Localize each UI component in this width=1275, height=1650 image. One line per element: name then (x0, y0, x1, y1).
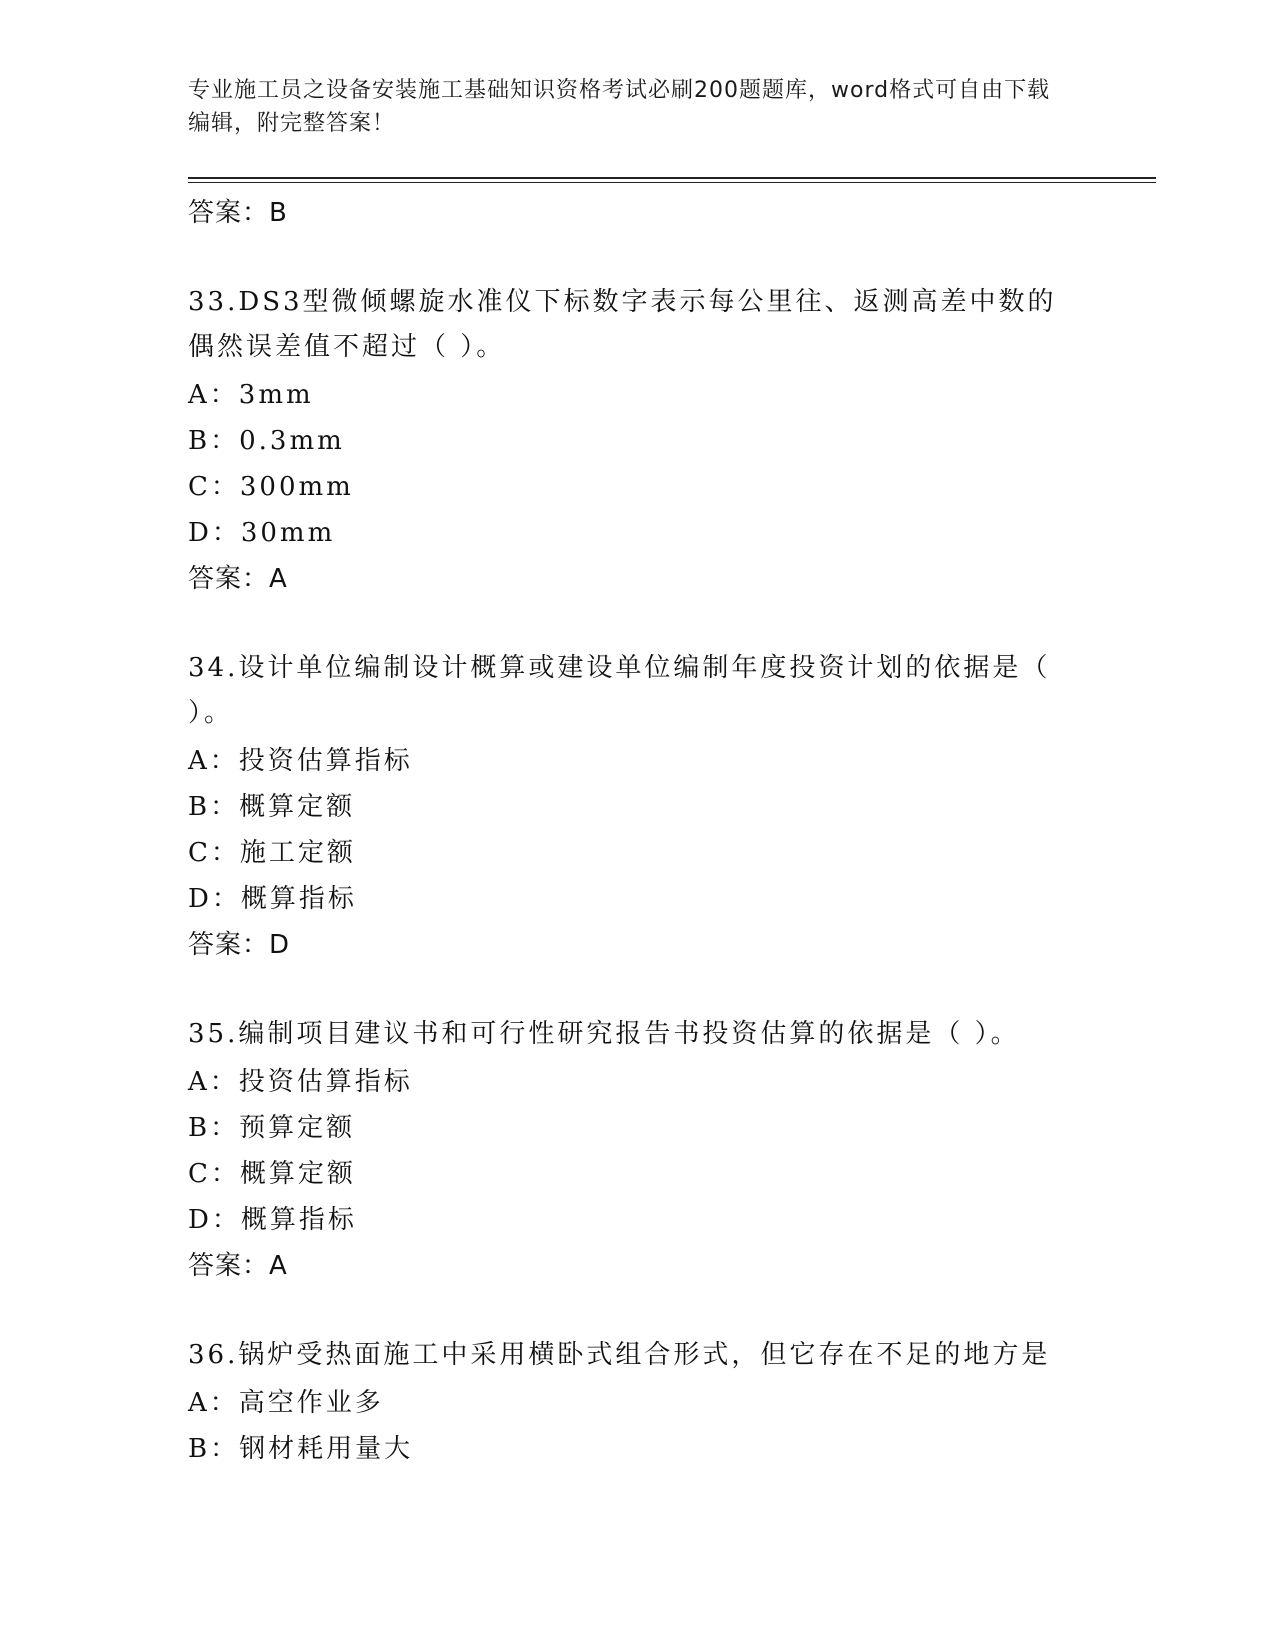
answer-line: 答案：D (188, 930, 291, 960)
option-d: D：概算指标 (188, 1205, 357, 1235)
previous-answer: 答案：B (188, 198, 288, 228)
header-rule-thin (188, 182, 1156, 183)
question-text: 33.DS3型微倾螺旋水准仪下标数字表示每公里往、返测高差中数的偶然误差值不超过（ ）。 (188, 287, 1057, 362)
option-b: B：预算定额 (188, 1113, 356, 1143)
answer-line: 答案：A (188, 1251, 288, 1281)
option-a: A：3mm (188, 380, 314, 410)
question-text: 34.设计单位编制设计概算或建设单位编制年度投资计划的依据是（ ）。 (188, 653, 1051, 728)
option-c: C：300mm (188, 472, 354, 502)
question-list (188, 190, 1088, 1472)
option-b: B：钢材耗用量大 (188, 1434, 414, 1464)
answer-line: 答案：A (188, 564, 288, 594)
option-a: A：投资估算指标 (188, 746, 413, 776)
question-text: 36.锅炉受热面施工中采用横卧式组合形式，但它存在不足的地方是 (188, 1340, 1051, 1370)
option-b: B：0.3mm (188, 426, 345, 456)
option-a: A：投资估算指标 (188, 1067, 413, 1097)
question-block (188, 1333, 1088, 1472)
page-header: 专业施工员之设备安装施工基础知识资格考试必刷200题题库，word格式可自由下载编辑，附完整答案！ (188, 78, 1051, 136)
question-block (188, 646, 1088, 968)
option-c: C：施工定额 (188, 838, 356, 868)
option-b: B：概算定额 (188, 792, 356, 822)
header-rule-thick (188, 177, 1156, 179)
option-d: D：30mm (188, 518, 336, 548)
option-c: C：概算定额 (188, 1159, 356, 1189)
question-block (188, 1012, 1088, 1289)
question-block (188, 280, 1088, 602)
question-text: 35.编制项目建议书和可行性研究报告书投资估算的依据是（ ）。 (188, 1019, 1020, 1049)
option-a: A：高空作业多 (188, 1388, 384, 1418)
option-d: D：概算指标 (188, 884, 357, 914)
